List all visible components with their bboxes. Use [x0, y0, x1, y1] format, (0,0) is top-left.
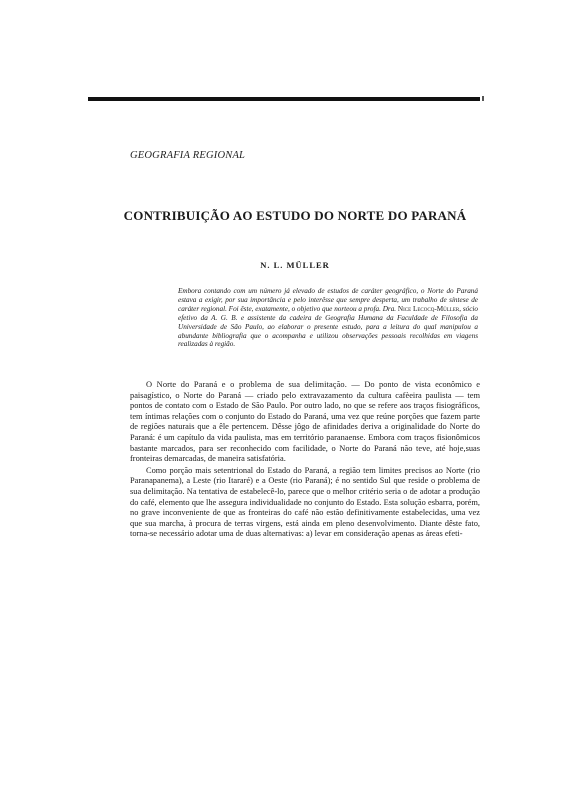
- paragraph-2: Como porção mais setentrional do Estado do Paraná, a região tem limites precisos ao Norte (rio Paranapanema), a Leste (rio Itararé) e a Oeste (rio Paraná); é no sentido Sul que reside o problema de sua delimitação. Na tentativa de estabelecê-lo, parece que o melhor critério seria o de adotar a produção do café, elemento que lhe assegura individualidade no conjunto do Estado. Esta solução esbarra, porém, no grave inconveniente de que as fronteiras do café não estão definitivamente estabelecidas, uma vez que sua marcha, à procura de terras virgens, está ainda em pleno desenvolvimento. Diante dêste fato, torna-se necessário adotar uma de duas alternativas: a) levar em consideração apenas as áreas efeti-: [130, 465, 480, 539]
- margin-mark: [482, 96, 484, 101]
- paragraph-1-text: Do ponto de vista econômico e paisagístico, o Norte do Paraná — criado pelo extravazamento da cultura cafèeira paulista — tem pontos de contato com o Estado de São Paulo. Por outro lado, no que se refere aos traços fisiográficos, tem íntimas relações com o conjunto do Estado do Paraná, uma vez que reúne porções que fazem parte de regiões naturais que a êle pertencem. Dêsse jôgo de afinidades deriva a originalidade do Norte do Paraná: é um capítulo da vida paulista, mas em território paranaense. Embora com traços fisionômicos bastante marcados, para ser reconhecido com facilidade, o Norte do Paraná não teve, até hoje,suas fronteiras demarcadas, de maneira satisfatória.: [130, 380, 481, 464]
- epigraph: [178, 287, 478, 349]
- article-title: CONTRIBUIÇÃO AO ESTUDO DO NORTE DO PARANÁ: [123, 208, 467, 223]
- epigraph-text-2: sócio efetivo da A. G. B. e assistente da cadeira de Geografia Humana da Faculdade de Filosofia da Universidade de São Paulo, ao elaborar o presente estudo, para a leitura do qual manipulou a abundante bibliografia que o acompanha e utilizou observações pessoais recolhidas em viagens realizadas à região.: [178, 304, 479, 349]
- header-rule: [88, 97, 480, 101]
- author-name: N. L. MÜLLER: [260, 260, 330, 270]
- section-heading: O Norte do Paraná e o problema de sua delimitação. —: [146, 380, 360, 389]
- epigraph-text-1: Embora contando com um número já elevado de estudos de caráter geográfico, o Norte do Paraná estava a exigir, por sua importância e pelo interêsse que sempre desperta, um trabalho de síntese de caráter regional. Foi êste, exatamente, o objetivo que norteou a profa. Dra.: [178, 287, 478, 313]
- epigraph-author-name: Nice Lecocq-Müller,: [397, 304, 462, 313]
- article-body: [130, 380, 480, 540]
- paragraph-1: [130, 380, 480, 465]
- section-label: GEOGRAFIA REGIONAL: [130, 150, 246, 161]
